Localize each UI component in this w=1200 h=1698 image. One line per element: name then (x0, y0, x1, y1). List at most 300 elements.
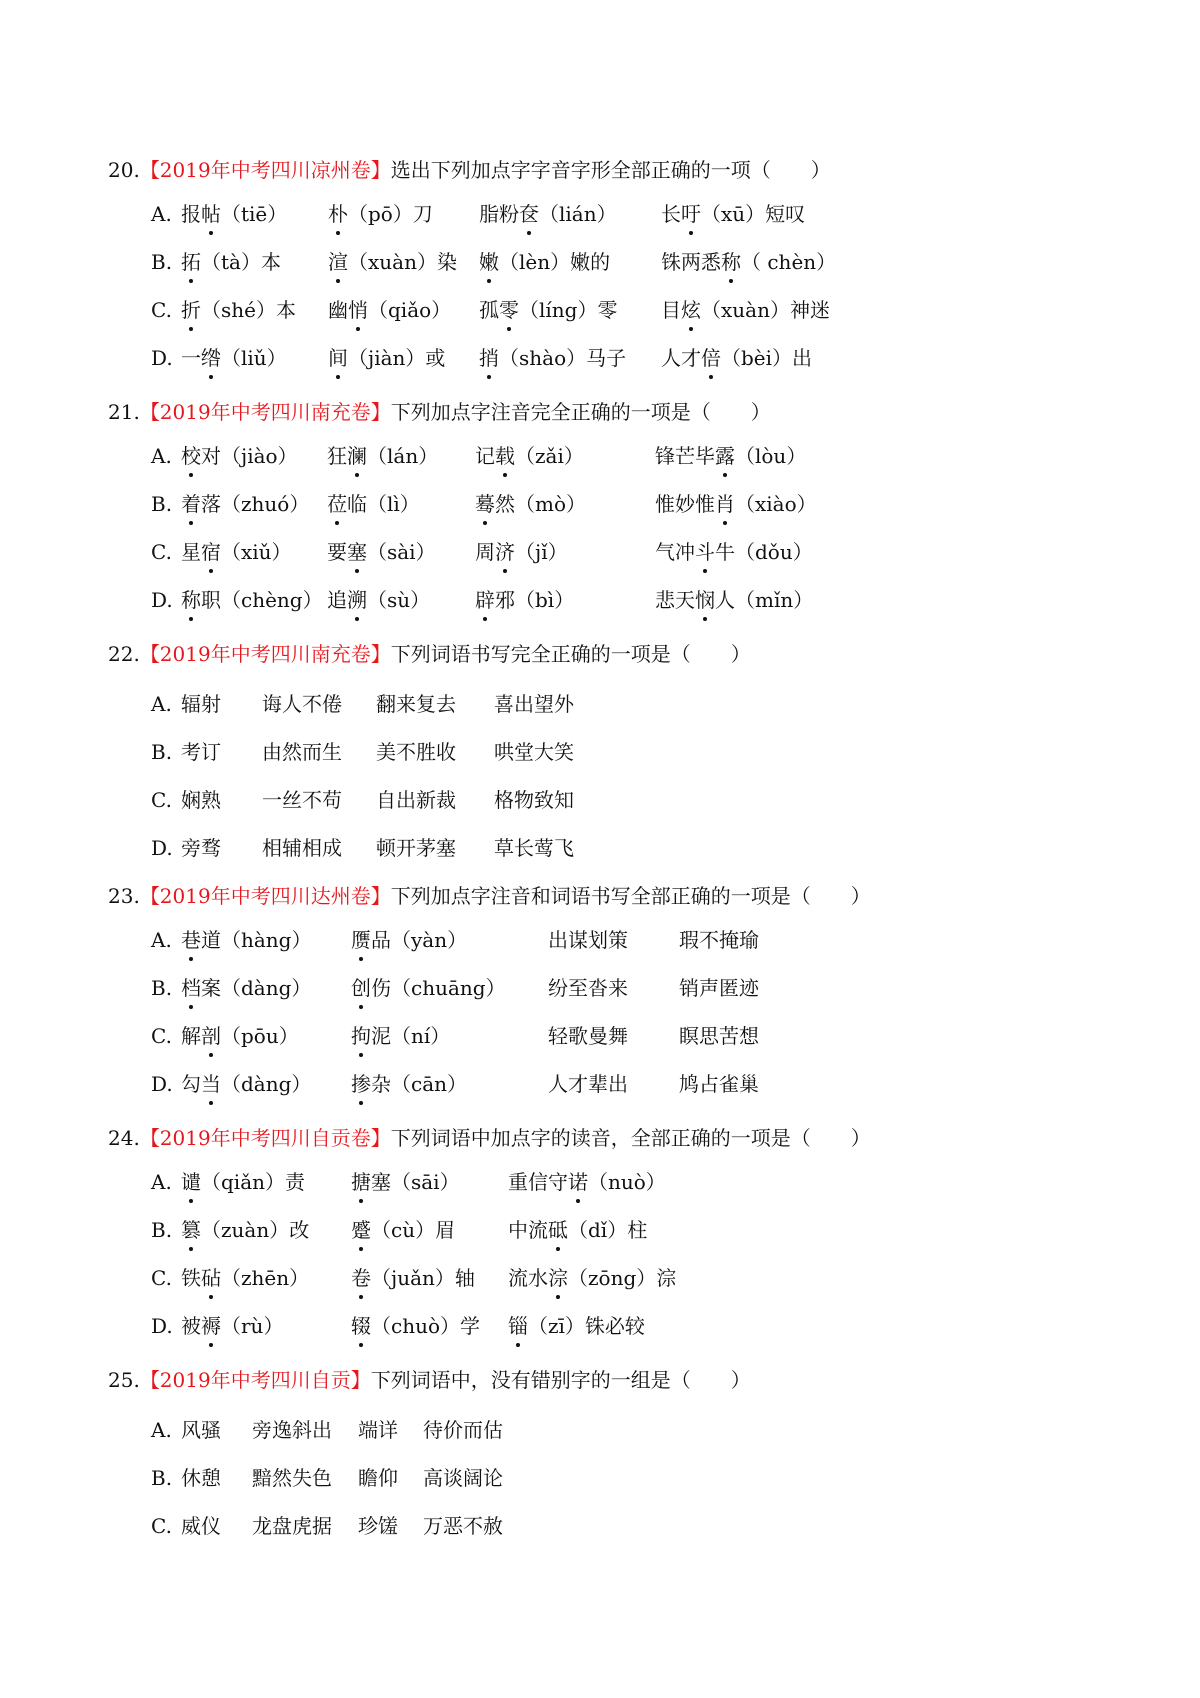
dotted-character: 零 (499, 298, 519, 322)
term-text: 瑕不掩瑜 (679, 928, 759, 952)
pinyin-annotation: （jiàn）或 (348, 346, 446, 370)
term-text: 人才辈出 (548, 1072, 628, 1096)
option-d[interactable] (151, 1072, 1151, 1112)
dotted-character: 锱 (508, 1314, 528, 1338)
source-tag: 【2019年中考四川南充卷】 (139, 400, 391, 424)
option-term (376, 692, 456, 716)
term-text: 考订 (181, 740, 221, 764)
option-term (548, 928, 628, 952)
option-letter: A. (151, 1418, 172, 1442)
pinyin-annotation: 伤（chuāng） (371, 976, 506, 1000)
option-term (655, 492, 817, 516)
option-b[interactable] (151, 976, 1151, 1016)
dotted-character: 卷 (351, 1266, 371, 1290)
option-b[interactable] (151, 492, 1151, 532)
option-letter: C. (151, 788, 172, 812)
option-term (351, 1170, 460, 1194)
option-term (181, 202, 287, 226)
option-term (475, 540, 568, 564)
dotted-character: 折 (181, 298, 201, 322)
option-term (655, 540, 813, 564)
option-letter: B. (151, 740, 173, 764)
option-b[interactable] (151, 1218, 1151, 1258)
dotted-character: 捎 (479, 346, 499, 370)
option-b[interactable] (151, 250, 1151, 290)
option-term (358, 1418, 398, 1442)
pinyin-annotation: （cù）眉 (371, 1218, 456, 1242)
term-text: 鸠占雀巢 (679, 1072, 759, 1096)
pinyin-annotation: （chuò）学 (371, 1314, 481, 1338)
option-term (328, 298, 451, 322)
question-number: 24. (108, 1126, 140, 1150)
term-text: 脂粉 (479, 202, 519, 226)
option-term (548, 1072, 628, 1096)
option-letter: C. (151, 1266, 172, 1290)
pinyin-annotation: 邪（bì） (495, 588, 575, 612)
term-text: 相辅相成 (262, 836, 342, 860)
option-term (475, 588, 574, 612)
option-term (262, 692, 342, 716)
question-text: 下列词语中，没有错别字的一组是（ ） (370, 1368, 751, 1392)
dotted-character: 掺 (351, 1072, 371, 1096)
option-term (475, 444, 584, 468)
pinyin-annotation: （xuàn）染 (348, 250, 457, 274)
pinyin-annotation: （sù） (367, 588, 431, 612)
option-term (494, 692, 574, 716)
term-text: 轻歌曼舞 (548, 1024, 628, 1048)
option-a[interactable] (151, 444, 1151, 484)
term-text: 人才 (661, 346, 701, 370)
option-term (181, 976, 311, 1000)
pinyin-annotation: （juǎn）轴 (371, 1266, 475, 1290)
option-term (351, 1266, 475, 1290)
term-text: 幽 (328, 298, 348, 322)
source-tag: 【2019年中考四川凉州卷】 (139, 158, 391, 182)
dotted-character: 档 (181, 976, 201, 1000)
pinyin-annotation: （zǎi） (515, 444, 584, 468)
dotted-character: 炫 (681, 298, 701, 322)
term-text: 销声匿迹 (679, 976, 759, 1000)
option-term (358, 1466, 398, 1490)
term-text: 锋芒毕 (655, 444, 715, 468)
option-term (376, 836, 456, 860)
pinyin-annotation: （qiǎo） (368, 298, 452, 322)
option-term (548, 976, 628, 1000)
option-term (479, 298, 617, 322)
term-text: 记 (475, 444, 495, 468)
option-letter: B. (151, 1218, 173, 1242)
term-text: 龙盘虎据 (252, 1514, 332, 1538)
term-text: 出谋划策 (548, 928, 628, 952)
dotted-character: 载 (495, 444, 515, 468)
dotted-character: 校 (181, 444, 201, 468)
option-term (661, 346, 812, 370)
dotted-character: 宿 (201, 540, 221, 564)
option-term (494, 836, 574, 860)
option-term (262, 836, 342, 860)
pinyin-annotation: （xū）短叹 (701, 202, 806, 226)
dotted-character: 莅 (327, 492, 347, 516)
option-letter: B. (151, 1466, 173, 1490)
option-term (655, 588, 813, 612)
term-text: 要 (327, 540, 347, 564)
term-text: 气冲 (655, 540, 695, 564)
pinyin-annotation: （zhēn） (221, 1266, 310, 1290)
option-term (679, 1072, 759, 1096)
term-text: 威仪 (181, 1514, 221, 1538)
option-term (181, 692, 221, 716)
pinyin-annotation: （zī）铢必较 (528, 1314, 645, 1338)
term-text: 旁骛 (181, 836, 221, 860)
pinyin-annotation: 泥（ní） (371, 1024, 451, 1048)
question-header (108, 400, 771, 424)
term-text: 勾 (181, 1072, 201, 1096)
question-header (108, 1368, 751, 1392)
dotted-character: 渲 (328, 250, 348, 274)
dotted-character: 塞 (347, 540, 367, 564)
dotted-character: 蹙 (351, 1218, 371, 1242)
option-term (351, 1024, 450, 1048)
pinyin-annotation: 品（yàn） (371, 928, 468, 952)
dotted-character: 褥 (201, 1314, 221, 1338)
term-text: 风骚 (181, 1418, 221, 1442)
option-term (181, 1266, 309, 1290)
term-text: 被 (181, 1314, 201, 1338)
term-text: 美不胜收 (376, 740, 456, 764)
pinyin-annotation: （xiào） (735, 492, 817, 516)
pinyin-annotation: （lián） (539, 202, 617, 226)
pinyin-annotation: 杂（cān） (371, 1072, 468, 1096)
option-term (328, 202, 433, 226)
pinyin-annotation: 牛（dǒu） (715, 540, 813, 564)
term-text: 铢两悉 (661, 250, 721, 274)
question-text: 下列加点字注音和词语书写全部正确的一项是（ ） (390, 884, 871, 908)
dotted-character: 砧 (201, 1266, 221, 1290)
term-text: 休憩 (181, 1466, 221, 1490)
dotted-character: 剖 (201, 1024, 221, 1048)
term-text: 自出新裁 (376, 788, 456, 812)
term-text: 悲天 (655, 588, 695, 612)
option-term (479, 346, 626, 370)
pinyin-annotation: （sài） (367, 540, 436, 564)
option-letter: C. (151, 1024, 172, 1048)
option-term (661, 298, 830, 322)
term-text: 惟妙惟 (655, 492, 715, 516)
pinyin-annotation: （nuò） (588, 1170, 666, 1194)
dotted-character: 倍 (701, 346, 721, 370)
dotted-character: 澜 (347, 444, 367, 468)
option-a[interactable] (151, 928, 1151, 968)
option-term (679, 1024, 759, 1048)
dotted-character: 拘 (351, 1024, 371, 1048)
option-letter: D. (151, 588, 173, 612)
dotted-character: 着 (181, 492, 201, 516)
pinyin-annotation: 职（chèng） (201, 588, 323, 612)
pinyin-annotation: （xuàn）神迷 (701, 298, 830, 322)
option-letter: B. (151, 976, 173, 1000)
term-text: 草长莺飞 (494, 836, 574, 860)
pinyin-annotation: 对（jiào） (201, 444, 298, 468)
option-term (328, 346, 445, 370)
dotted-character: 当 (201, 1072, 221, 1096)
option-term (423, 1466, 503, 1490)
pinyin-annotation: （lán） (367, 444, 439, 468)
pinyin-annotation: （zuàn）改 (201, 1218, 310, 1242)
option-letter: C. (151, 1514, 172, 1538)
dotted-character: 砥 (548, 1218, 568, 1242)
option-letter: D. (151, 836, 173, 860)
term-text: 黯然失色 (252, 1466, 332, 1490)
option-term (494, 740, 574, 764)
source-tag: 【2019年中考四川达州卷】 (139, 884, 391, 908)
term-text: 高谈阔论 (423, 1466, 503, 1490)
option-c[interactable] (151, 540, 1151, 580)
pinyin-annotation: （lòu） (735, 444, 807, 468)
term-text: 喜出望外 (494, 692, 574, 716)
pinyin-annotation: （dǐ）柱 (568, 1218, 648, 1242)
option-a[interactable] (151, 202, 1151, 242)
option-term (508, 1266, 676, 1290)
dotted-character: 辍 (351, 1314, 371, 1338)
term-text: 万恶不赦 (423, 1514, 503, 1538)
pinyin-annotation: 道（hàng） (201, 928, 312, 952)
option-term (351, 976, 506, 1000)
dotted-character: 溯 (347, 588, 367, 612)
question-number: 20. (108, 158, 140, 182)
dotted-character: 拓 (181, 250, 201, 274)
dotted-character: 巷 (181, 928, 201, 952)
term-text: 纷至沓来 (548, 976, 628, 1000)
option-a[interactable] (151, 1170, 1151, 1210)
pinyin-annotation: 人（mǐn） (715, 588, 814, 612)
term-text: 铁 (181, 1266, 201, 1290)
option-b[interactable] (151, 1466, 1151, 1506)
dotted-character: 辟 (475, 588, 495, 612)
question-text: 下列词语中加点字的读音，全部正确的一项是（ ） (390, 1126, 871, 1150)
dotted-character: 斗 (695, 540, 715, 564)
option-letter: A. (151, 444, 172, 468)
option-term (351, 928, 467, 952)
option-c[interactable] (151, 1024, 1151, 1064)
term-text: 端详 (358, 1418, 398, 1442)
term-text: 解 (181, 1024, 201, 1048)
pinyin-annotation: 然（mò） (495, 492, 587, 516)
option-term (181, 492, 309, 516)
term-text: 长 (661, 202, 681, 226)
option-term (181, 588, 323, 612)
dotted-character: 搪 (351, 1170, 371, 1194)
dotted-character: 诺 (568, 1170, 588, 1194)
option-term (494, 788, 574, 812)
term-text: 报 (181, 202, 201, 226)
option-term (423, 1514, 503, 1538)
question-header (108, 884, 871, 908)
pinyin-annotation: （shào）马子 (499, 346, 627, 370)
option-term (327, 492, 420, 516)
pinyin-annotation: （lèn）嫩的 (499, 250, 611, 274)
option-term (661, 202, 805, 226)
option-term (252, 1418, 332, 1442)
term-text: 辐射 (181, 692, 221, 716)
dotted-character: 间 (328, 346, 348, 370)
option-term (376, 740, 456, 764)
question-text: 下列加点字注音完全正确的一项是（ ） (390, 400, 771, 424)
dotted-character: 悯 (695, 588, 715, 612)
option-b[interactable] (151, 740, 1151, 780)
option-a[interactable] (151, 692, 1151, 732)
option-term (181, 1170, 305, 1194)
pinyin-annotation: 案（dàng） (201, 976, 312, 1000)
dotted-character: 淙 (548, 1266, 568, 1290)
option-term (479, 202, 617, 226)
option-letter: D. (151, 1314, 173, 1338)
dotted-character: 称 (181, 588, 201, 612)
pinyin-annotation: （liǔ） (221, 346, 287, 370)
term-text: 狂 (327, 444, 347, 468)
term-text: 顿开茅塞 (376, 836, 456, 860)
dotted-character: 悄 (348, 298, 368, 322)
term-text: 追 (327, 588, 347, 612)
option-term (181, 444, 298, 468)
dotted-character: 吁 (681, 202, 701, 226)
term-text: 娴熟 (181, 788, 221, 812)
option-term (252, 1466, 332, 1490)
pinyin-annotation: （jǐ） (515, 540, 568, 564)
option-term (252, 1514, 332, 1538)
option-term (181, 928, 312, 952)
option-a[interactable] (151, 1418, 1151, 1458)
dotted-character: 奁 (519, 202, 539, 226)
option-term (262, 788, 342, 812)
option-d[interactable] (151, 836, 1151, 876)
dotted-character: 肖 (715, 492, 735, 516)
term-text: 一丝不苟 (262, 788, 342, 812)
term-text: 瞑思苦想 (679, 1024, 759, 1048)
option-term (327, 540, 436, 564)
term-text: 中流 (508, 1218, 548, 1242)
term-text: 目 (661, 298, 681, 322)
option-letter: D. (151, 346, 173, 370)
option-letter: A. (151, 928, 172, 952)
option-term (679, 928, 759, 952)
pinyin-annotation: （shé）本 (201, 298, 296, 322)
option-letter: C. (151, 298, 172, 322)
option-term (181, 346, 287, 370)
option-c[interactable] (151, 1514, 1151, 1554)
dotted-character: 创 (351, 976, 371, 1000)
pinyin-annotation: （líng）零 (519, 298, 618, 322)
pinyin-annotation: 临（lì） (347, 492, 420, 516)
option-d[interactable] (151, 346, 1151, 386)
option-term (376, 788, 456, 812)
pinyin-annotation: 落（zhuó） (201, 492, 310, 516)
option-d[interactable] (151, 1314, 1151, 1354)
question-header (108, 642, 751, 666)
option-term (661, 250, 836, 274)
option-c[interactable] (151, 298, 1151, 338)
option-term (655, 444, 806, 468)
option-letter: A. (151, 1170, 172, 1194)
option-term (181, 836, 221, 860)
term-text: 一 (181, 346, 201, 370)
dotted-character: 称 (721, 250, 741, 274)
dotted-character: 赝 (351, 928, 371, 952)
option-term (508, 1218, 647, 1242)
term-text: 瞻仰 (358, 1466, 398, 1490)
option-term (358, 1514, 398, 1538)
option-term (181, 540, 292, 564)
option-letter: D. (151, 1072, 173, 1096)
option-term (181, 250, 281, 274)
term-text: 星 (181, 540, 201, 564)
term-text: 珍馐 (358, 1514, 398, 1538)
dotted-character: 朴 (328, 202, 348, 226)
option-term (181, 1514, 221, 1538)
option-term (508, 1314, 645, 1338)
option-term (351, 1072, 467, 1096)
option-term (181, 1314, 283, 1338)
dotted-character: 帖 (201, 202, 221, 226)
pinyin-annotation: （dàng） (221, 1072, 312, 1096)
option-term (181, 1418, 221, 1442)
pinyin-annotation: （qiǎn）责 (201, 1170, 306, 1194)
option-term (475, 492, 586, 516)
option-d[interactable] (151, 588, 1151, 628)
dotted-character: 济 (495, 540, 515, 564)
pinyin-annotation: 塞（sāi） (371, 1170, 460, 1194)
term-text: 翻来复去 (376, 692, 456, 716)
option-letter: C. (151, 540, 172, 564)
dotted-character: 蓦 (475, 492, 495, 516)
pinyin-annotation: （ chèn） (741, 250, 837, 274)
dotted-character: 绺 (201, 346, 221, 370)
option-c[interactable] (151, 788, 1151, 828)
option-term (479, 250, 610, 274)
source-tag: 【2019年中考四川自贡卷】 (139, 1126, 391, 1150)
option-letter: A. (151, 692, 172, 716)
dotted-character: 谴 (181, 1170, 201, 1194)
term-text: 重信守 (508, 1170, 568, 1194)
option-term (181, 1072, 311, 1096)
pinyin-annotation: （rù） (221, 1314, 284, 1338)
term-text: 诲人不倦 (262, 692, 342, 716)
option-term (423, 1418, 503, 1442)
term-text: 待价而估 (423, 1418, 503, 1442)
pinyin-annotation: （zōng）淙 (568, 1266, 677, 1290)
option-c[interactable] (151, 1266, 1151, 1306)
option-letter: B. (151, 250, 173, 274)
dotted-character: 露 (715, 444, 735, 468)
question-text: 选出下列加点字字音字形全部正确的一项（ ） (390, 158, 831, 182)
option-term (548, 1024, 628, 1048)
question-text: 下列词语书写完全正确的一项是（ ） (390, 642, 751, 666)
question-number: 22. (108, 642, 140, 666)
question-number: 23. (108, 884, 140, 908)
term-text: 格物致知 (494, 788, 574, 812)
pinyin-annotation: （tiē） (221, 202, 288, 226)
option-term (181, 1466, 221, 1490)
source-tag: 【2019年中考四川自贡】 (139, 1368, 371, 1392)
pinyin-annotation: （tà）本 (201, 250, 281, 274)
question-number: 25. (108, 1368, 140, 1392)
question-header (108, 1126, 871, 1150)
question-header (108, 158, 831, 182)
term-text: 流水 (508, 1266, 548, 1290)
question-number: 21. (108, 400, 140, 424)
option-term (262, 740, 342, 764)
option-term (327, 588, 430, 612)
option-term (181, 298, 296, 322)
